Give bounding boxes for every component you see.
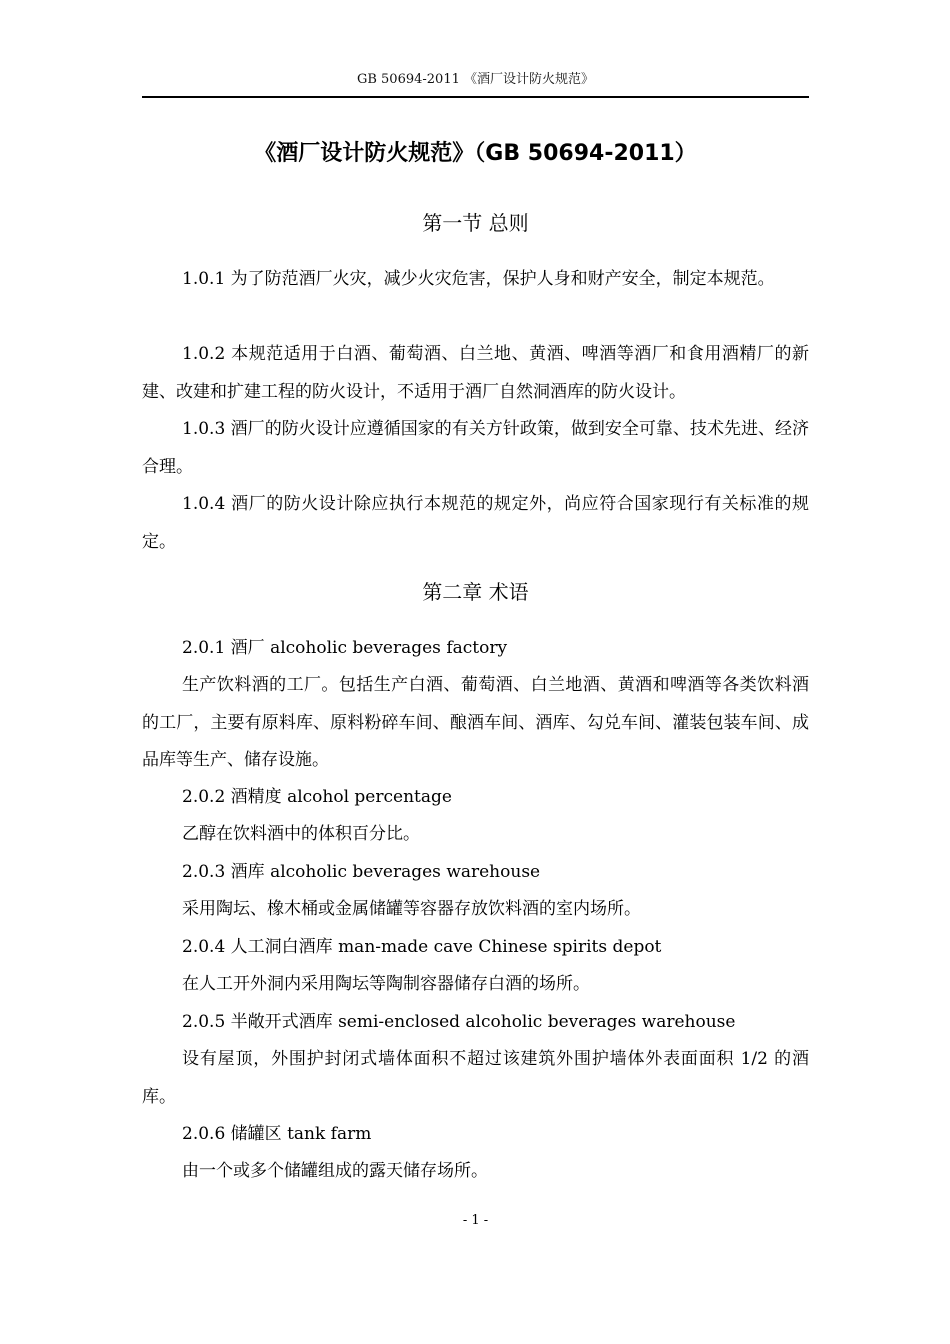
- page-number: - 1 -: [462, 1213, 489, 1228]
- section-heading-general: 第一节 总则: [422, 211, 529, 235]
- term-definition: 采用陶坛、橡木桶或金属储罐等容器存放饮料酒的室内场所。: [182, 899, 641, 919]
- clause-1-0-4: 1.0.4 酒厂的防火设计除应执行本规范的规定外，尚应符合国家现行有关标准的规定。: [142, 494, 809, 552]
- term-definition: 由一个或多个储罐组成的露天储存场所。: [182, 1161, 488, 1181]
- section-heading-terms: 第二章 术语: [422, 580, 529, 604]
- term-definition: 生产饮料酒的工厂。包括生产白酒、葡萄酒、白兰地酒、黄酒和啤酒等各类饮料酒的工厂，主要有原料库、原料粉碎车间、酿酒车间、酒库、勾兑车间、灌装包装车间、成品库等生产、储存设施。: [142, 675, 809, 770]
- term-title: 2.0.3 酒库 alcoholic beverages warehouse: [182, 862, 541, 882]
- term-title: 2.0.6 储罐区 tank farm: [182, 1124, 372, 1144]
- term-definition: 在人工开外洞内采用陶坛等陶制容器储存白酒的场所。: [182, 974, 590, 994]
- running-header: GB 50694-2011 《酒厂设计防火规范》: [356, 72, 595, 87]
- header-divider: [142, 96, 809, 98]
- term-title: 2.0.5 半敞开式酒库 semi-enclosed alcoholic beverages warehouse: [182, 1012, 736, 1032]
- term-title: 2.0.2 酒精度 alcohol percentage: [182, 787, 452, 807]
- clause-1-0-2: 1.0.2 本规范适用于白酒、葡萄酒、白兰地、黄酒、啤酒等酒厂和食用酒精厂的新建、改建和扩建工程的防火设计，不适用于酒厂自然洞酒库的防火设计。: [142, 344, 809, 402]
- term-definition: 设有屋顶，外围护封闭式墙体面积不超过该建筑外围护墙体外表面面积 1/2 的酒库。: [142, 1049, 809, 1107]
- document-title: 《酒厂设计防火规范》（GB 50694-2011）: [254, 141, 697, 166]
- term-title: 2.0.1 酒厂 alcoholic beverages factory: [182, 638, 508, 658]
- clause-1-0-1: 1.0.1 为了防范酒厂火灾，减少火灾危害，保护人身和财产安全，制定本规范。: [182, 269, 775, 289]
- clause-1-0-3: 1.0.3 酒厂的防火设计应遵循国家的有关方针政策，做到安全可靠、技术先进、经济合理。: [142, 419, 809, 477]
- term-definition: 乙醇在饮料酒中的体积百分比。: [182, 824, 420, 844]
- term-title: 2.0.4 人工洞白酒库 man-made cave Chinese spirits depot: [182, 937, 662, 957]
